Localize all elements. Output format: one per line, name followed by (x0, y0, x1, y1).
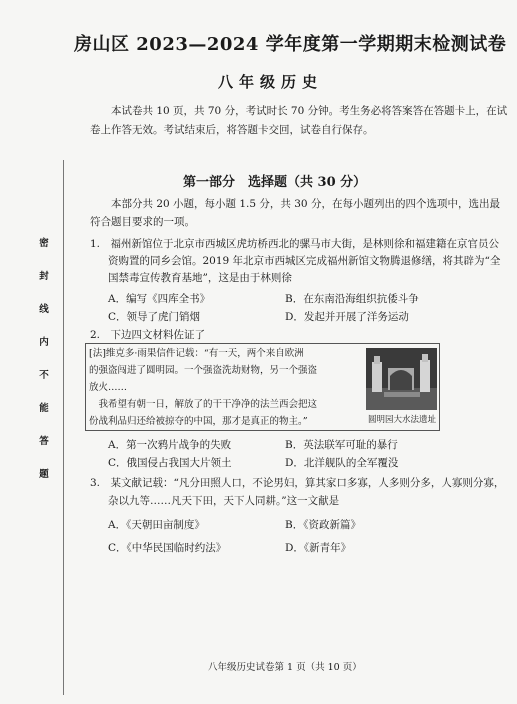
binding-char: 密 (39, 238, 49, 249)
source-text-line: 的强盗闯进了圆明园。一个强盗洗劫财物，另一个强盗 (89, 365, 318, 376)
instructions-line-1: 本试卷共 10 页，共 70 分，考试时长 70 分钟。考生务必将答案答在答题卡上，在试 (111, 105, 508, 117)
source-text-line: [法]维克多·雨果信件记载：“有一天，两个来自欧洲 (89, 348, 304, 359)
option-c: C．俄国侵占我国大片领土 (108, 457, 232, 469)
option-b: B．在东南沿海组织抗倭斗争 (285, 293, 419, 305)
instructions-line-2: 卷上作答无效。考试结束后，将答题卡交回，试卷自行保存。 (90, 124, 374, 136)
question-text-line: 2. 下边四文材料佐证了 (90, 329, 206, 341)
binding-char: 内 (39, 337, 49, 348)
option-a: A．编写《四库全书》 (108, 293, 211, 305)
section-title: 第一部分 选择题（共 30 分） (183, 175, 367, 190)
yuanmingyuan-ruins-photo (366, 348, 437, 410)
binding-char: 不 (39, 370, 49, 381)
exam-title: 房山区 2023—2024 学年度第一学期期末检测试卷 (74, 34, 507, 55)
option-d: D．北洋舰队的全军覆没 (285, 457, 399, 469)
binding-char: 题 (39, 469, 49, 480)
exam-subject: 八年级历史 (218, 73, 324, 91)
binding-char: 能 (39, 403, 49, 414)
binding-char: 答 (39, 436, 49, 447)
question-text-line: 杂以九等……凡天下田，天下人同耕。”这一文献是 (108, 495, 340, 507)
question-text-line: 3. 某文献记载：“凡分田照人口，不论男妇，算其家口多寡，人多则分多，人寡则分寡， (90, 477, 505, 489)
binding-char: 线 (39, 304, 49, 315)
binding-char: 封 (39, 271, 49, 282)
question-text-line: 1. 福州新馆位于北京市西城区虎坊桥西北的骡马市大街，是林则徐和福建籍在京官员公 (90, 238, 500, 250)
option-a: A．《天朝田亩制度》 (108, 519, 205, 531)
source-text-line: 放火…… (89, 382, 128, 393)
source-text-line: 份战利品归还给被掠夺的中国，那才是真正的物主。” (89, 416, 308, 427)
photo-caption: 圆明园大水法遗址 (368, 415, 437, 425)
option-a: A．第一次鸦片战争的失败 (108, 439, 232, 451)
question-text-line: 资购置的同乡会馆。2019 年北京市西城区完成福州新馆文物腾退修缮，将其辟为“全 (108, 255, 501, 267)
option-c: C．《中华民国临时约法》 (108, 542, 227, 554)
binding-notice (38, 235, 47, 480)
source-text-line: 我希望有朝一日，解放了的干干净净的法兰西会把这 (89, 399, 318, 410)
section-intro-line-2: 符合题目要求的一项。 (90, 216, 195, 228)
question-text-line: 国禁毒宣传教育基地”，这是由于林则徐 (108, 272, 292, 284)
binding-line (63, 160, 64, 695)
page-footer: 八年级历史试卷第 1 页（共 10 页） (208, 662, 362, 673)
option-d: D．发起并开展了洋务运动 (285, 311, 409, 323)
option-c: C．领导了虎门销烟 (108, 311, 201, 323)
option-b: B．《资政新篇》 (285, 519, 361, 531)
section-intro-line-1: 本部分共 20 小题，每小题 1.5 分，共 30 分，在每小题列出的四个选项中，选出最 (111, 198, 500, 210)
option-d: D．《新青年》 (285, 542, 352, 554)
option-b: B．英法联军可耻的暴行 (285, 439, 398, 451)
